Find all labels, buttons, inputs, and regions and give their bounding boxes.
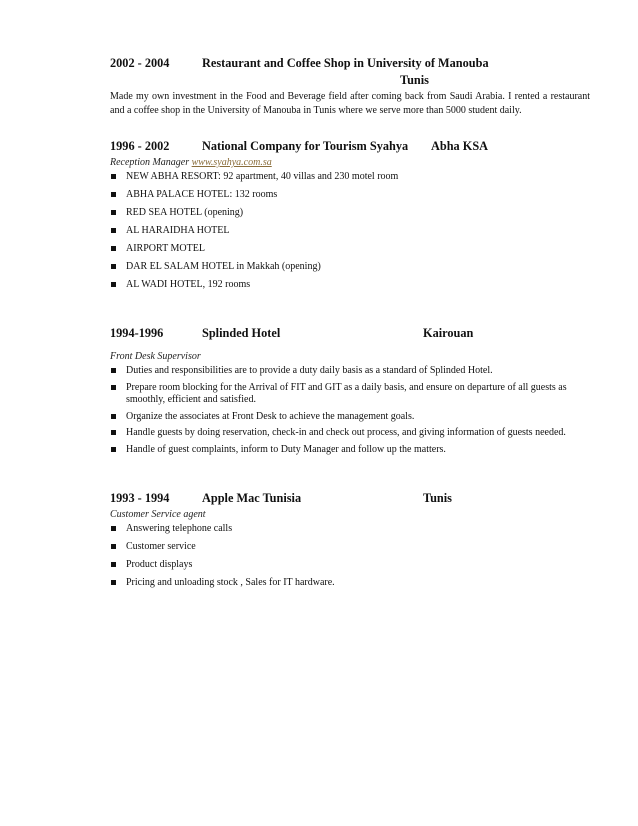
square-bullet-icon <box>111 526 116 531</box>
experience-header <box>110 326 590 342</box>
experience-location: Tunis <box>423 491 452 505</box>
experience-section-splinded <box>110 326 590 456</box>
list-item: Handle guests by doing reservation, check-in and check out process, and giving information of guests needed. <box>110 427 590 440</box>
experience-role <box>110 156 590 169</box>
square-bullet-icon <box>111 368 116 373</box>
square-bullet-icon <box>111 385 116 390</box>
square-bullet-icon <box>111 192 116 197</box>
list-item: Duties and responsibilities are to provide a duty daily basis as a standard of Splinded Hotel. <box>110 365 590 378</box>
square-bullet-icon <box>111 210 116 215</box>
experience-date: 2002 - 2004 <box>110 56 170 70</box>
list-item: Customer service <box>110 541 590 554</box>
company-website-link[interactable]: www.syahya.com.sa <box>191 157 272 168</box>
list-item: Handle of guest complaints, inform to Duty Manager and follow up the matters. <box>110 444 590 457</box>
duties-list <box>110 365 590 456</box>
experience-location: Tunis <box>400 73 429 87</box>
list-item: DAR EL SALAM HOTEL in Makkah (opening) <box>110 261 590 274</box>
experience-description: Made my own investment in the Food and Beverage field after coming back from Saudi Arabia. I rented a restaurant and a coffee shop in the University of Manouba in Tunis where we serve more than 5000 student daily. <box>110 91 590 116</box>
experience-location: Abha KSA <box>431 139 489 153</box>
experience-role <box>110 350 590 363</box>
experience-section-manouba <box>110 56 590 117</box>
list-item: AIRPORT MOTEL <box>110 243 590 256</box>
square-bullet-icon <box>111 562 116 567</box>
square-bullet-icon <box>111 447 116 452</box>
role-title: Customer Service agent <box>110 509 206 520</box>
experience-organization: Restaurant and Coffee Shop in University of Manouba <box>202 56 489 70</box>
role-title: Front Desk Supervisor <box>110 351 201 362</box>
list-item: NEW ABHA RESORT: 92 apartment, 40 villas and 230 motel room <box>110 171 590 184</box>
experience-section-applemac <box>110 491 590 590</box>
experience-header <box>110 139 590 155</box>
square-bullet-icon <box>111 430 116 435</box>
list-item: AL HARAIDHA HOTEL <box>110 225 590 238</box>
square-bullet-icon <box>111 246 116 251</box>
square-bullet-icon <box>111 174 116 179</box>
square-bullet-icon <box>111 228 116 233</box>
square-bullet-icon <box>111 544 116 549</box>
experience-location: Kairouan <box>423 326 474 340</box>
experience-organization: National Company for Tourism Syahya <box>202 139 409 153</box>
experience-date: 1994-1996 <box>110 326 164 340</box>
list-item: ABHA PALACE HOTEL: 132 rooms <box>110 189 590 202</box>
square-bullet-icon <box>111 414 116 419</box>
hotel-list <box>110 171 590 292</box>
square-bullet-icon <box>111 580 116 585</box>
role-title: Reception Manager <box>110 157 190 168</box>
square-bullet-icon <box>111 282 116 287</box>
experience-header <box>110 491 590 507</box>
duties-list <box>110 523 590 590</box>
experience-organization: Apple Mac Tunisia <box>202 491 302 505</box>
list-item: AL WADI HOTEL, 192 rooms <box>110 279 590 292</box>
experience-date: 1993 - 1994 <box>110 491 170 505</box>
list-item: Answering telephone calls <box>110 523 590 536</box>
list-item: Product displays <box>110 559 590 572</box>
list-item: RED SEA HOTEL (opening) <box>110 207 590 220</box>
square-bullet-icon <box>111 264 116 269</box>
list-item: Organize the associates at Front Desk to achieve the management goals. <box>110 411 590 424</box>
experience-role <box>110 508 590 521</box>
experience-date: 1996 - 2002 <box>110 139 170 153</box>
list-item: Pricing and unloading stock , Sales for IT hardware. <box>110 577 590 590</box>
list-item: Prepare room blocking for the Arrival of FIT and GIT as a daily basis, and ensure on departure of all guests as smoothly, efficient and satisfied. <box>110 382 590 407</box>
experience-section-syahya <box>110 139 590 292</box>
experience-header <box>110 56 590 72</box>
experience-organization: Splinded Hotel <box>202 326 281 340</box>
